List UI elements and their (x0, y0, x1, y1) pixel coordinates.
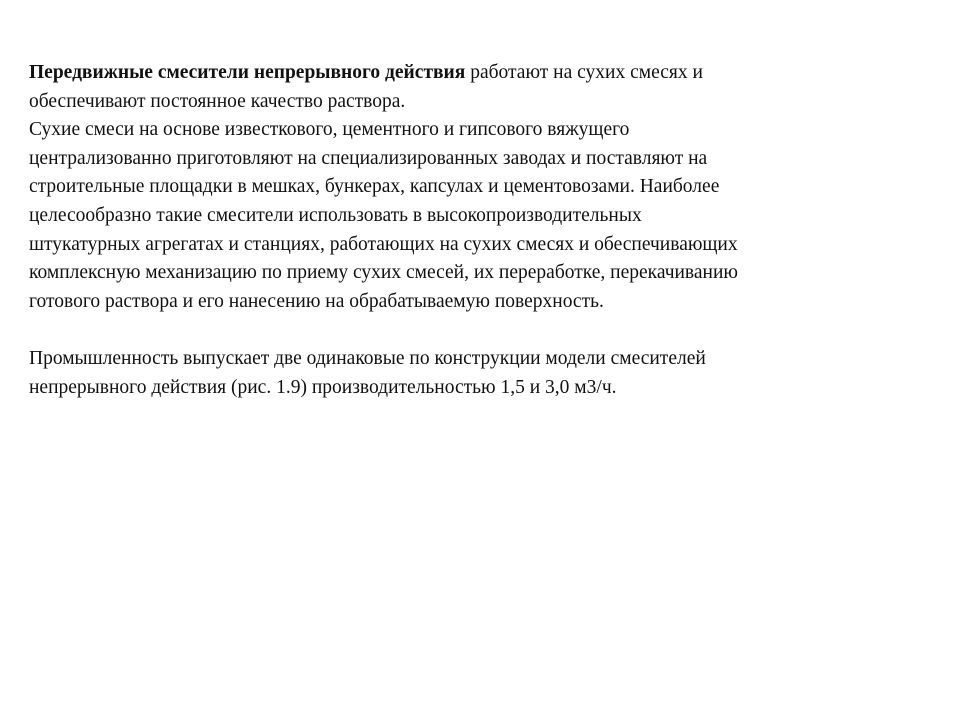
text-line: обеспечивают постоянное качество раствора. (29, 90, 406, 112)
text-line: комплексную механизацию по приему сухих смесей, их переработке, перекачиванию (29, 262, 738, 284)
paragraph-models (29, 345, 929, 402)
text-line: готового раствора и его нанесению на обрабатываемую поверхность. (29, 290, 604, 312)
bold-lead-phrase: Передвижные смесители непрерывного действия (29, 62, 466, 83)
text-line (29, 59, 929, 88)
paragraph-spacer (29, 316, 929, 345)
paragraph-dry-mixes (29, 116, 929, 316)
text-line: целесообразно такие смесители использовать в высокопроизводительных (29, 204, 642, 226)
text-line: непрерывного действия (рис. 1.9) производительностью 1,5 и 3,0 м3/ч. (29, 376, 617, 398)
lead-continuation: работают на сухих смесях и (465, 62, 703, 83)
text-line: централизованно приготовляют на специализированных заводах и поставляют на (29, 147, 708, 169)
paragraph-intro (29, 59, 929, 116)
text-line: Сухие смеси на основе известкового, цементного и гипсового вяжущего (29, 119, 630, 141)
text-line: строительные площадки в мешках, бункерах, капсулах и цементовозами. Наиболее (29, 176, 720, 198)
text-line: Промышленность выпускает две одинаковые по конструкции модели смесителей (29, 347, 706, 369)
text-line: штукатурных агрегатах и станциях, работающих на сухих смесях и обеспечивающих (29, 233, 738, 255)
body-text (29, 59, 929, 402)
